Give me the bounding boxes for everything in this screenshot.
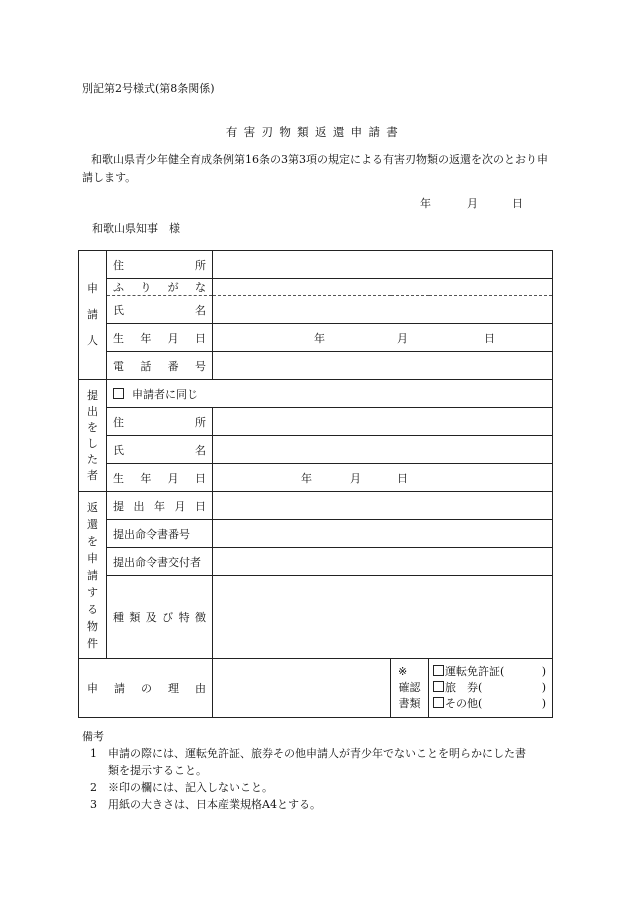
checkbox-icon[interactable] — [433, 681, 444, 692]
confirm-docs-options[interactable] — [429, 659, 553, 718]
doc-option-other[interactable]: その他( ) — [433, 696, 548, 712]
addressee: 和歌山県知事 様 — [92, 222, 180, 235]
order-issuer-label: 提出命令書交付者 — [107, 548, 213, 576]
notes-heading: 備考 — [82, 730, 104, 743]
document-title: 有害刃物類返還申請書 — [225, 125, 405, 139]
applicant-phone-label: 電 話 番 号 — [107, 352, 213, 380]
order-issuer-field[interactable] — [213, 548, 553, 576]
order-number-field[interactable] — [213, 520, 553, 548]
applicant-section-label: 申請人 — [79, 251, 107, 380]
note-item: 2 ※印の欄には、記入しないこと。 — [90, 781, 273, 794]
applicant-address-label: 住 所 — [107, 251, 213, 279]
submission-date-label: 提 出 年 月 日 — [107, 492, 213, 520]
doc-option-license[interactable]: 運転免許証( ) — [433, 664, 548, 680]
application-form-table — [78, 250, 553, 718]
order-number-label: 提出命令書番号 — [107, 520, 213, 548]
applicant-birth-month: 月 — [397, 331, 408, 345]
date-year-label: 年 — [420, 197, 431, 210]
items-section-label: 返還を申請する物件 — [79, 492, 107, 659]
applicant-phone-field[interactable] — [213, 352, 553, 380]
submitter-address-field[interactable] — [213, 408, 553, 436]
applicant-furigana-field[interactable] — [213, 279, 553, 296]
applicant-name-label: 氏 名 — [107, 296, 213, 324]
submitter-birth-month: 月 — [350, 471, 361, 485]
reason-label: 申 請 の 理 由 — [79, 659, 213, 718]
checkbox-icon[interactable] — [433, 665, 444, 676]
submission-date-field[interactable] — [213, 492, 553, 520]
note-item: 1 申請の際には、運転免許証、旅券その他申請人が青少年でないことを明らかにした書 類を提示すること。 — [90, 747, 526, 777]
submitter-address-label: 住 所 — [107, 408, 213, 436]
applicant-address-field[interactable] — [213, 251, 553, 279]
type-features-label: 種 類 及 び 特 徴 — [107, 576, 213, 659]
submitter-name-label: 氏 名 — [107, 436, 213, 464]
intro-text: 和歌山県青少年健全育成条例第16条の3第3項の規定による有害刃物類の返還を次のとおり申請します。 — [82, 153, 548, 184]
checkbox-icon[interactable] — [433, 697, 444, 708]
checkbox-icon[interactable] — [113, 388, 124, 399]
applicant-birth-day: 日 — [484, 331, 495, 345]
date-day-label: 日 — [512, 197, 523, 210]
form-number: 別記第2号様式(第8条関係) — [82, 82, 215, 95]
submitter-section-label: 提出をした者 — [79, 380, 107, 492]
note-item: 3 用紙の大きさは、日本産業規格A4とする。 — [90, 798, 321, 811]
submitter-birth-day: 日 — [397, 471, 408, 485]
same-as-applicant-option[interactable]: 申請者に同じ — [107, 380, 553, 408]
date-month-label: 月 — [467, 197, 478, 210]
doc-option-passport[interactable]: 旅 券( ) — [433, 680, 548, 696]
submitter-name-field[interactable] — [213, 436, 553, 464]
submitter-birth-label: 生 年 月 日 — [107, 464, 213, 492]
submitter-birth-field[interactable] — [213, 464, 553, 492]
applicant-name-field[interactable] — [213, 296, 553, 324]
applicant-furigana-label: ふ り が な — [107, 279, 213, 296]
reason-field[interactable] — [213, 659, 391, 718]
type-features-field[interactable] — [213, 576, 553, 659]
applicant-birth-label: 生 年 月 日 — [107, 324, 213, 352]
applicant-birth-year: 年 — [314, 331, 325, 345]
submitter-birth-year: 年 — [301, 471, 312, 485]
applicant-birth-field[interactable] — [213, 324, 553, 352]
confirm-docs-label: ※ 確認 書類 — [391, 659, 429, 718]
